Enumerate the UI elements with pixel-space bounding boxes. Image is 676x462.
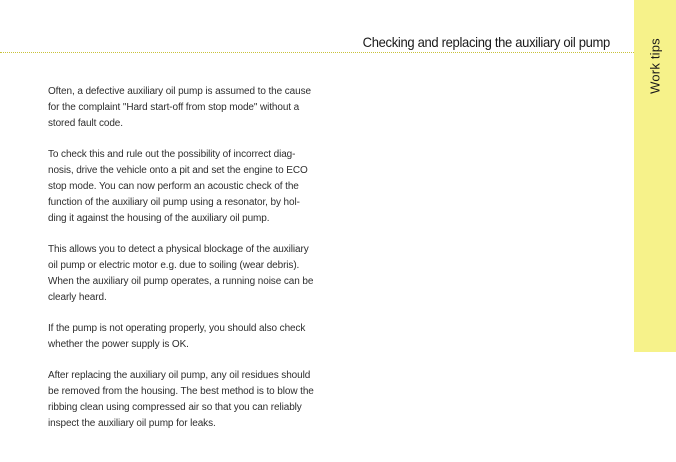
text-line: ribbing clean using compressed air so that you can reliably	[48, 402, 302, 413]
text-line: stored fault code.	[48, 118, 123, 129]
paragraph-4	[48, 321, 324, 353]
text-line: oil pump or electric motor e.g. due to soiling (wear debris).	[48, 260, 300, 271]
text-line: whether the power supply is OK.	[48, 339, 189, 350]
text-line: When the auxiliary oil pump operates, a running noise can be	[48, 276, 314, 287]
paragraph-2	[48, 147, 324, 227]
text-line: be removed from the housing. The best method is to blow the	[48, 386, 314, 397]
side-tab	[634, 0, 676, 352]
text-line: stop mode. You can now perform an acoustic check of the	[48, 181, 299, 192]
paragraph-3	[48, 242, 324, 306]
paragraph-5	[48, 368, 324, 432]
text-line: This allows you to detect a physical blockage of the auxiliary	[48, 244, 309, 255]
text-line: After replacing the auxiliary oil pump, any oil residues should	[48, 370, 311, 381]
header-divider	[0, 52, 634, 53]
text-line: ding it against the housing of the auxiliary oil pump.	[48, 213, 270, 224]
body-text	[48, 84, 324, 447]
text-line: Often, a defective auxiliary oil pump is assumed to the cause	[48, 86, 311, 97]
paragraph-1	[48, 84, 324, 132]
text-line: function of the auxiliary oil pump using a resonator, by hol-	[48, 197, 300, 208]
text-line: inspect the auxiliary oil pump for leaks.	[48, 418, 216, 429]
text-line: clearly heard.	[48, 292, 107, 303]
side-tab-label: Work tips	[647, 38, 663, 94]
text-line: nosis, drive the vehicle onto a pit and set the engine to ECO	[48, 165, 308, 176]
text-line: If the pump is not operating properly, you should also check	[48, 323, 306, 334]
text-line: for the complaint "Hard start-off from stop mode" without a	[48, 102, 300, 113]
text-line: To check this and rule out the possibility of incorrect diag-	[48, 149, 296, 160]
page-title: Checking and replacing the auxiliary oil pump	[362, 34, 610, 50]
